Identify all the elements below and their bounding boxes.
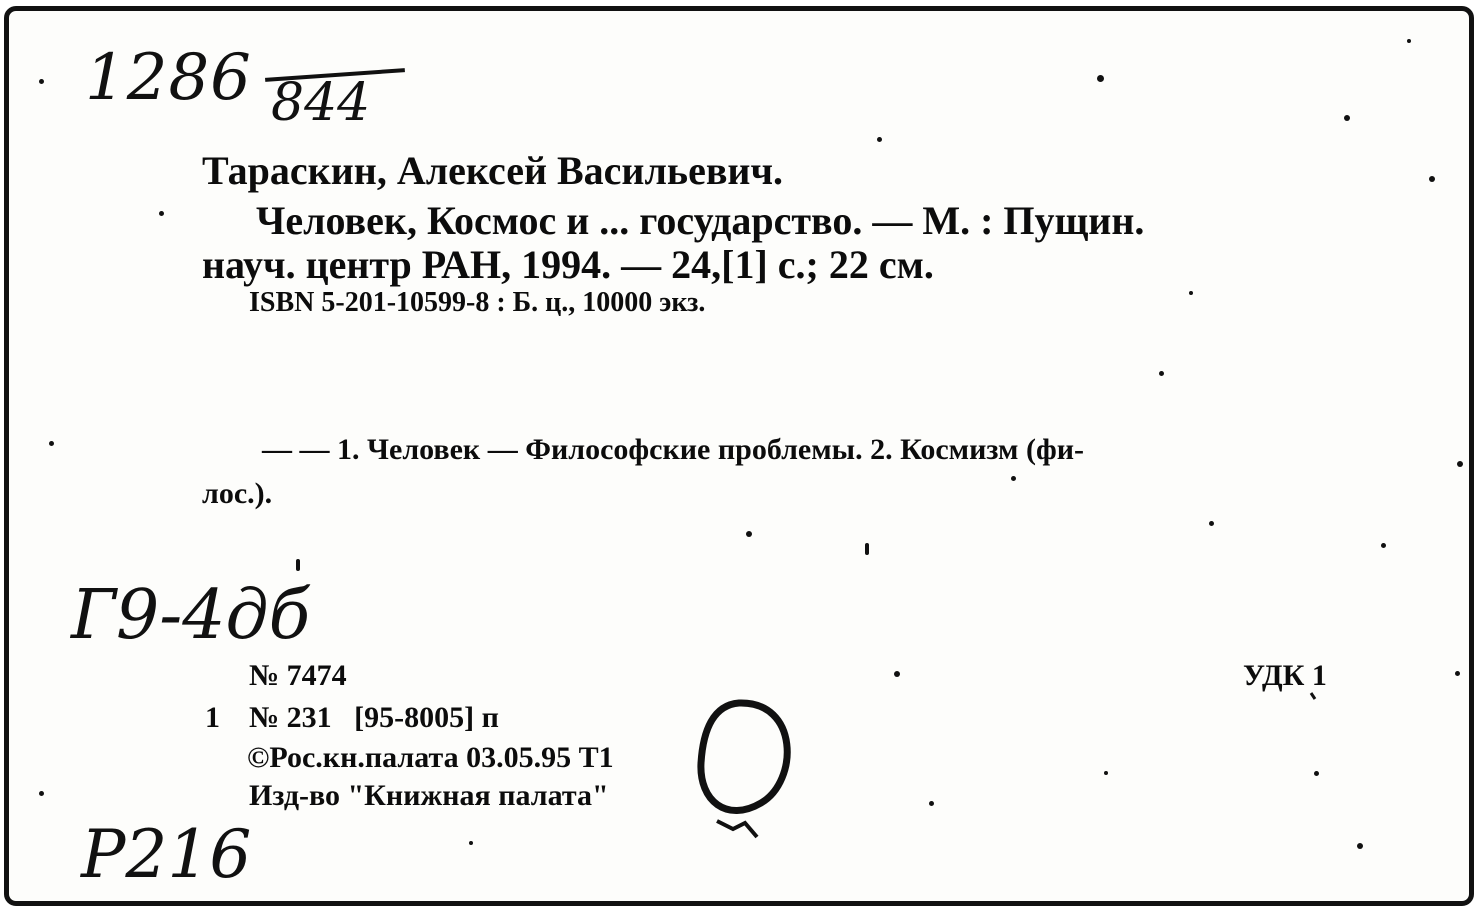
- speck: [1314, 771, 1319, 776]
- handwritten-code-top-sub: 844: [271, 73, 371, 133]
- punch-hole-outline: [701, 703, 787, 811]
- card-marks: [9, 11, 1469, 901]
- isbn-line: ISBN 5-201-10599-8 : Б. ц., 10000 экз.: [249, 287, 706, 318]
- punch-hole-tear: [717, 821, 757, 837]
- speck: [1457, 461, 1463, 467]
- speck: [865, 543, 869, 555]
- speck: [1097, 75, 1104, 82]
- handwritten-code-bottom: Р216: [81, 816, 252, 893]
- publisher-line: Изд-во "Книжная палата": [249, 779, 609, 812]
- speck: [746, 531, 752, 537]
- speck: [39, 79, 44, 84]
- catalog-card: [4, 6, 1474, 906]
- speck: [1011, 476, 1016, 481]
- speck: [159, 211, 164, 216]
- registration-line: № 231 [95-8005] п: [249, 701, 499, 734]
- speck: [877, 137, 882, 142]
- copyright-line: ©Рос.кн.палата 03.05.95 Т1: [247, 741, 614, 774]
- udc-mark: [1311, 693, 1315, 699]
- udc-classification: УДК 1: [1243, 659, 1327, 692]
- subject-headings-continued: лос.).: [202, 477, 273, 510]
- speck: [1344, 115, 1350, 121]
- imprint-statement: науч. центр РАН, 1994. — 24,[1] с.; 22 см.: [202, 242, 934, 287]
- speck: [1381, 543, 1386, 548]
- speck: [1189, 291, 1193, 295]
- subject-headings: — — 1. Человек — Философские проблемы. 2. Космизм (фи-: [262, 433, 1084, 466]
- handwritten-code-middle: Г9-4дб: [71, 576, 311, 655]
- speck: [39, 791, 44, 796]
- speck: [1429, 176, 1435, 182]
- author-heading: Тараскин, Алексей Васильевич.: [202, 148, 784, 193]
- speck: [1159, 371, 1164, 376]
- speck: [1209, 521, 1214, 526]
- speck: [469, 841, 473, 845]
- speck: [1357, 843, 1363, 849]
- speck: [929, 801, 934, 806]
- title-statement: Человек, Космос и ... государство. — М. : Пущин.: [256, 198, 1145, 243]
- speck: [1455, 671, 1460, 676]
- number-line: № 7474: [249, 659, 347, 692]
- copy-number: 1: [205, 701, 220, 734]
- speck: [49, 441, 54, 446]
- speck: [1407, 39, 1411, 43]
- speck: [296, 559, 300, 571]
- speck: [1104, 771, 1108, 775]
- speck: [894, 671, 900, 677]
- handwritten-code-top: 1286: [85, 41, 252, 115]
